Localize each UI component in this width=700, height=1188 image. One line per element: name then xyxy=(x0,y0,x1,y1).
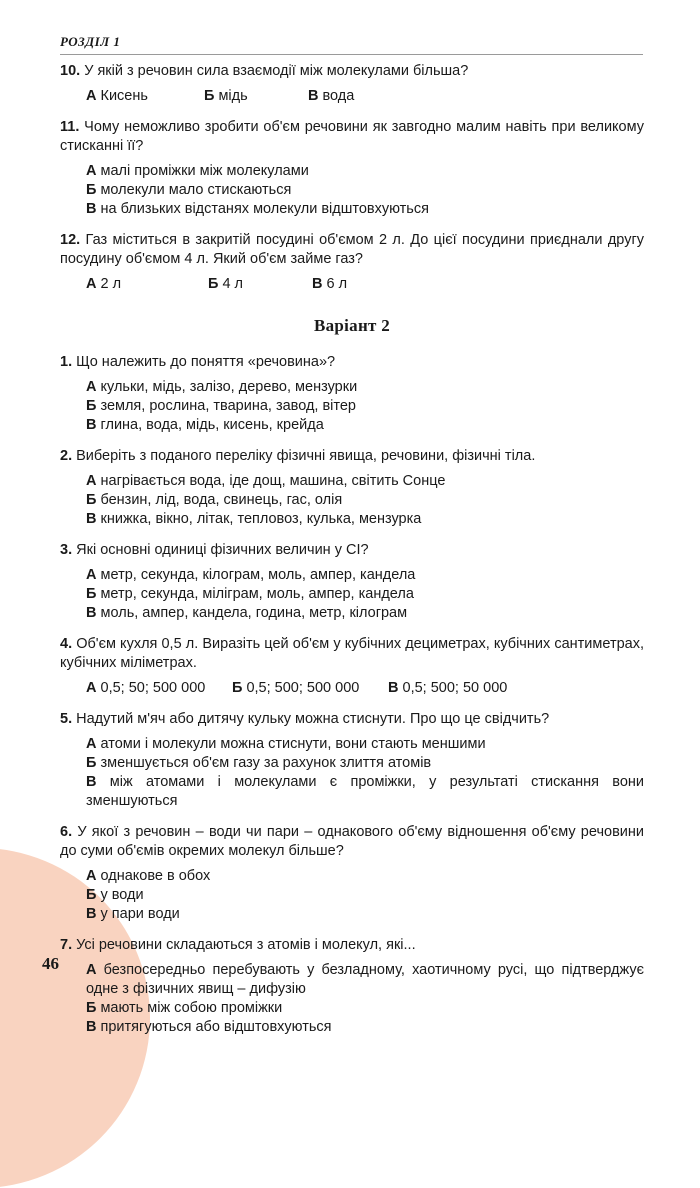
page-number: 46 xyxy=(42,954,59,973)
option-letter: В xyxy=(308,88,319,104)
option-text: метр, секунда, міліграм, моль, ампер, кандела xyxy=(100,586,414,602)
question-body: Які основні одиниці фізичних величин у СІ? xyxy=(76,542,369,558)
option-text: Кисень xyxy=(100,88,148,104)
answer-option xyxy=(86,181,644,200)
question-text xyxy=(60,118,644,156)
answer-option xyxy=(86,87,204,106)
question-text xyxy=(60,447,644,466)
option-letter: В xyxy=(86,906,97,922)
answer-option xyxy=(86,867,644,886)
option-letter: Б xyxy=(208,276,219,292)
question-number: 7. xyxy=(60,937,73,953)
answer-option xyxy=(208,275,312,294)
question-body: Чому неможливо зробити об'єм речовини як завгодно малим навіть при великому стисканні її? xyxy=(60,119,644,154)
question-text xyxy=(60,353,644,372)
option-text: глина, вода, мідь, кисень, крейда xyxy=(100,417,324,433)
answer-options-list xyxy=(60,961,644,1037)
option-letter: В xyxy=(86,605,97,621)
question-body: Виберіть з поданого переліку фізичні явища, речовини, фізичні тіла. xyxy=(76,448,536,464)
question-number: 5. xyxy=(60,711,73,727)
question-item xyxy=(60,447,644,529)
answer-options-list xyxy=(60,472,644,529)
option-text: мають між собою проміжки xyxy=(100,1000,283,1016)
question-number: 10. xyxy=(60,63,81,79)
answer-options-list xyxy=(60,162,644,219)
question-body: Усі речовини складаються з атомів і молекул, які... xyxy=(76,937,416,953)
option-letter: А xyxy=(86,567,97,583)
option-text: книжка, вікно, літак, тепловоз, кулька, мензурка xyxy=(100,511,422,527)
option-letter: Б xyxy=(86,1000,97,1016)
question-item xyxy=(60,231,644,294)
answer-option xyxy=(86,275,208,294)
answer-options-list xyxy=(60,867,644,924)
answer-option xyxy=(86,491,644,510)
answer-options-row xyxy=(60,679,644,698)
question-item xyxy=(60,62,644,106)
option-text: вода xyxy=(322,88,355,104)
question-item xyxy=(60,118,644,219)
question-item xyxy=(60,710,644,811)
option-text: між атомами і молекулами є проміжки, у результаті стискання вони зменшуються xyxy=(86,774,645,809)
answer-option xyxy=(86,416,644,435)
answer-option xyxy=(86,566,644,585)
question-text xyxy=(60,231,644,269)
question-body: Газ міститься в закритій посудині об'ємом 2 л. До цієї посудини приєднали другу посудину об'ємом 4 л. Який об'єм займе газ? xyxy=(60,232,644,267)
option-letter: В xyxy=(86,417,97,433)
option-letter: Б xyxy=(204,88,215,104)
question-body: У якій з речовин сила взаємодії між молекулами більша? xyxy=(84,63,469,79)
option-text: 0,5; 50; 500 000 xyxy=(100,680,206,696)
option-letter: В xyxy=(86,511,97,527)
option-text: земля, рослина, тварина, завод, вітер xyxy=(100,398,356,414)
question-number: 6. xyxy=(60,824,73,840)
answer-option xyxy=(86,679,232,698)
answer-option xyxy=(86,510,644,529)
option-letter: Б xyxy=(86,586,97,602)
option-text: на близьких відстанях молекули відштовхуються xyxy=(100,201,429,217)
question-text xyxy=(60,635,644,673)
answer-options-list xyxy=(60,735,644,811)
option-text: безпосередньо перебувають у безладному, хаотичному русі, що підтверджує одне з фізичних явищ – дифузію xyxy=(86,962,644,997)
question-body: Що належить до поняття «речовина»? xyxy=(76,354,336,370)
answer-option xyxy=(86,1018,644,1037)
answer-option xyxy=(86,754,644,773)
option-letter: А xyxy=(86,379,97,395)
question-number: 4. xyxy=(60,636,73,652)
question-text xyxy=(60,62,644,81)
option-letter: В xyxy=(86,201,97,217)
question-text xyxy=(60,710,644,729)
question-section-2 xyxy=(60,353,644,1037)
answer-option xyxy=(86,604,644,623)
question-item xyxy=(60,936,644,1037)
answer-option xyxy=(86,585,644,604)
option-text: зменшується об'єм газу за рахунок злиття атомів xyxy=(100,755,432,771)
option-text: малі проміжки між молекулами xyxy=(100,163,309,179)
answer-option xyxy=(86,905,644,924)
option-text: кульки, мідь, залізо, дерево, мензурки xyxy=(100,379,358,395)
question-text xyxy=(60,823,644,861)
question-number: 2. xyxy=(60,448,73,464)
answer-option xyxy=(204,87,308,106)
answer-option xyxy=(86,162,644,181)
option-text: притягуються або відштовхуються xyxy=(100,1019,332,1035)
option-text: мідь xyxy=(218,88,248,104)
option-letter: Б xyxy=(232,680,243,696)
question-item xyxy=(60,541,644,623)
option-letter: В xyxy=(312,276,323,292)
option-letter: А xyxy=(86,473,97,489)
option-text: бензин, лід, вода, свинець, гас, олія xyxy=(100,492,343,508)
option-text: атоми і молекули можна стиснути, вони стають меншими xyxy=(100,736,486,752)
question-text xyxy=(60,541,644,560)
question-number: 11. xyxy=(60,119,80,135)
option-letter: Б xyxy=(86,887,97,903)
question-number: 3. xyxy=(60,542,73,558)
question-body: Надутий м'яч або дитячу кульку можна стиснути. Про що це свідчить? xyxy=(76,711,550,727)
question-body: Об'єм кухля 0,5 л. Виразіть цей об'єм у кубічних дециметрах, кубічних сантиметрах, кубічних міліметрах. xyxy=(60,636,644,671)
answer-option xyxy=(86,378,644,397)
option-text: у пари води xyxy=(100,906,180,922)
running-header: РОЗДІЛ 1 xyxy=(60,34,643,55)
question-number: 1. xyxy=(60,354,73,370)
option-text: 2 л xyxy=(100,276,122,292)
question-text xyxy=(60,936,644,955)
option-text: метр, секунда, кілограм, моль, ампер, кандела xyxy=(100,567,416,583)
option-letter: А xyxy=(86,868,97,884)
question-number: 12. xyxy=(60,232,81,248)
option-letter: Б xyxy=(86,755,97,771)
answer-options-list xyxy=(60,378,644,435)
answer-option xyxy=(388,679,507,698)
option-letter: Б xyxy=(86,398,97,414)
option-letter: А xyxy=(86,276,97,292)
page-content xyxy=(60,62,644,1049)
question-section-1 xyxy=(60,62,644,294)
option-letter: Б xyxy=(86,492,97,508)
question-body: У якої з речовин – води чи пари – однакового об'єму відношення об'єму речовини до суми об'ємів окремих молекул більше? xyxy=(60,824,644,859)
answer-options-row xyxy=(60,275,644,294)
option-letter: В xyxy=(86,774,97,790)
answer-options-list xyxy=(60,566,644,623)
answer-option xyxy=(308,87,354,106)
option-letter: А xyxy=(86,680,97,696)
option-letter: В xyxy=(86,1019,97,1035)
option-letter: А xyxy=(86,736,97,752)
variant-heading: Варіант 2 xyxy=(313,316,391,335)
answer-option xyxy=(86,397,644,416)
option-text: у води xyxy=(100,887,144,903)
question-item xyxy=(60,353,644,435)
option-letter: А xyxy=(86,962,97,978)
option-letter: В xyxy=(388,680,399,696)
answer-options-row xyxy=(60,87,644,106)
answer-option xyxy=(86,773,644,811)
answer-option xyxy=(86,735,644,754)
answer-option xyxy=(86,999,644,1018)
option-letter: А xyxy=(86,163,97,179)
option-text: 0,5; 500; 50 000 xyxy=(402,680,508,696)
option-letter: Б xyxy=(86,182,97,198)
answer-option xyxy=(86,961,644,999)
option-text: молекули мало стискаються xyxy=(100,182,292,198)
answer-option xyxy=(86,472,644,491)
option-text: однакове в обох xyxy=(100,868,211,884)
option-text: нагрівається вода, іде дощ, машина, світить Сонце xyxy=(100,473,446,489)
option-text: 0,5; 500; 500 000 xyxy=(246,680,360,696)
option-text: 6 л xyxy=(326,276,348,292)
answer-option xyxy=(86,200,644,219)
answer-option xyxy=(312,275,347,294)
question-item xyxy=(60,635,644,698)
question-item xyxy=(60,823,644,924)
option-letter: А xyxy=(86,88,97,104)
answer-option xyxy=(86,886,644,905)
answer-option xyxy=(232,679,388,698)
option-text: моль, ампер, кандела, година, метр, кілограм xyxy=(100,605,408,621)
option-text: 4 л xyxy=(222,276,244,292)
